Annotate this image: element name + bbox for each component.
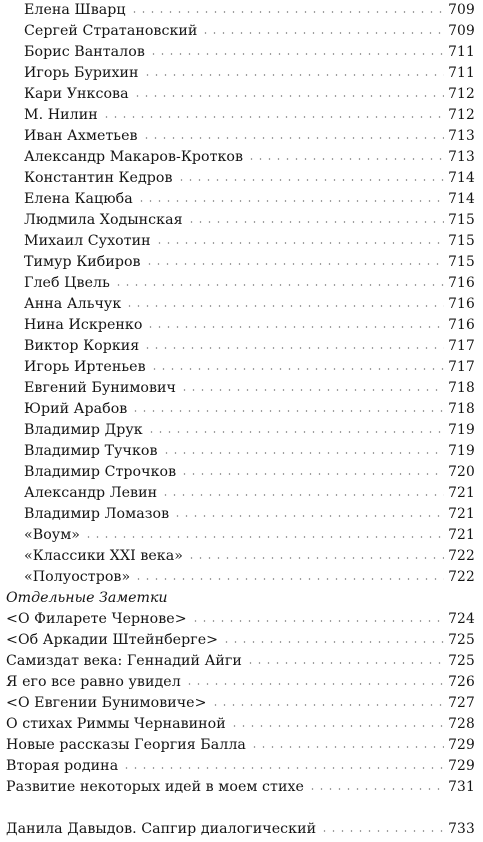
- toc-entry-page: 716: [448, 296, 475, 312]
- toc-entry[interactable]: [24, 567, 475, 588]
- toc-entry-page: 714: [448, 170, 475, 186]
- toc-entry-page: 709: [448, 23, 475, 39]
- toc-entry-page: 727: [448, 695, 475, 711]
- dot-leader: [177, 172, 445, 182]
- toc-entry-title: Вторая родина: [6, 758, 119, 774]
- toc-entry-title: Нина Искренко: [24, 317, 143, 333]
- toc-entry[interactable]: [24, 0, 475, 21]
- toc-entry-page: 725: [448, 632, 475, 648]
- section-heading: Отдельные Заметки: [6, 590, 168, 606]
- dot-leader: [191, 613, 444, 623]
- toc-entry-page: 715: [448, 233, 475, 249]
- dot-leader: [201, 25, 444, 35]
- toc-entry[interactable]: [24, 126, 475, 147]
- toc-entry-page: 713: [448, 149, 475, 165]
- dot-leader: [180, 466, 444, 476]
- toc-entry[interactable]: [24, 210, 475, 231]
- dot-leader: [84, 529, 444, 539]
- toc-entry-title: Самиздат века: Геннадий Айги: [6, 653, 242, 669]
- toc-entry-title: Иван Ахметьев: [24, 128, 138, 144]
- toc-entry-title: Александр Левин: [24, 485, 158, 501]
- toc-entry[interactable]: [24, 462, 475, 483]
- toc-entry[interactable]: [6, 693, 475, 714]
- toc-entry[interactable]: [6, 735, 475, 756]
- toc-entry[interactable]: [24, 546, 475, 567]
- toc-entry-page: 721: [448, 506, 475, 522]
- toc-entry-page: 721: [448, 527, 475, 543]
- toc-entry-title: Михаил Сухотин: [24, 233, 151, 249]
- toc-entry-page: 711: [448, 44, 475, 60]
- toc-entry[interactable]: [24, 189, 475, 210]
- toc-entry-title: Юрий Арабов: [24, 401, 128, 417]
- toc-entry[interactable]: [24, 42, 475, 63]
- dot-leader: [142, 130, 444, 140]
- toc-entry[interactable]: [24, 336, 475, 357]
- toc-entry-title: Анна Альчук: [24, 296, 122, 312]
- toc-entry[interactable]: [6, 672, 475, 693]
- toc-entry-page: 719: [448, 443, 475, 459]
- toc-entry[interactable]: [24, 294, 475, 315]
- toc-entry[interactable]: [24, 504, 475, 525]
- toc-entry-title: Владимир Тучков: [24, 443, 158, 459]
- toc-entry-title: Александр Макаров-Кротков: [24, 149, 244, 165]
- dot-leader: [180, 382, 444, 392]
- dot-leader: [102, 109, 444, 119]
- toc-entry-page: 731: [448, 779, 475, 795]
- toc-entry-title: Новые рассказы Георгия Балла: [6, 737, 246, 753]
- toc-entry-page: 733: [448, 821, 475, 837]
- toc-entry-page: 715: [448, 254, 475, 270]
- dot-leader: [145, 256, 444, 266]
- toc-entry-page: 722: [448, 548, 475, 564]
- toc-entry-page: 719: [448, 422, 475, 438]
- toc-entry-title: Владимир Строчков: [24, 464, 177, 480]
- toc-entry[interactable]: [24, 525, 475, 546]
- toc-entry-title: Данила Давыдов. Сапгир диалогический: [6, 821, 317, 837]
- toc-entry-page: 713: [448, 128, 475, 144]
- toc-entry[interactable]: [24, 399, 475, 420]
- toc-entry-page: 724: [448, 611, 475, 627]
- toc-entry-title: Людмила Ходынская: [24, 212, 183, 228]
- toc-entry[interactable]: [24, 315, 475, 336]
- dot-leader: [134, 571, 444, 581]
- toc-entry[interactable]: [6, 630, 475, 651]
- toc-entry-title: Владимир Ломазов: [24, 506, 170, 522]
- toc-entry-page: 718: [448, 401, 475, 417]
- toc-entry[interactable]: [24, 105, 475, 126]
- dot-leader: [130, 4, 444, 14]
- toc-entry-page: 728: [448, 716, 475, 732]
- toc-entry-title: Глеб Цвель: [24, 275, 110, 291]
- toc-entry-page: 709: [448, 2, 475, 18]
- toc-entry-page: 718: [448, 380, 475, 396]
- dot-leader: [131, 403, 444, 413]
- dot-leader: [308, 781, 444, 791]
- toc-entry[interactable]: [6, 609, 475, 630]
- toc-entry-page: 714: [448, 191, 475, 207]
- toc-entry[interactable]: [6, 756, 475, 777]
- toc-entry-title: Виктор Коркия: [24, 338, 140, 354]
- toc-entry-page: 720: [448, 464, 475, 480]
- toc-entry[interactable]: [24, 252, 475, 273]
- toc-entry-final[interactable]: [6, 819, 475, 840]
- toc-entry[interactable]: [24, 357, 475, 378]
- toc-entry-title: Елена Кацюба: [24, 191, 133, 207]
- dot-leader: [173, 508, 444, 518]
- dot-leader: [250, 739, 444, 749]
- toc-entry-title: Я его все равно увидел: [6, 674, 181, 690]
- toc-entry-title: «Воум»: [24, 527, 81, 543]
- toc-entry-title: Игорь Иртеньев: [24, 359, 146, 375]
- dot-leader: [125, 298, 444, 308]
- dot-leader: [155, 235, 444, 245]
- toc-entry-title: <Об Аркадии Штейнберге>: [6, 632, 219, 648]
- dot-leader: [161, 487, 444, 497]
- toc-entry-page: 717: [448, 359, 475, 375]
- toc-entry-page: 716: [448, 275, 475, 291]
- toc-entry-page: 717: [448, 338, 475, 354]
- toc-entry-page: 729: [448, 737, 475, 753]
- dot-leader: [146, 319, 444, 329]
- dot-leader: [211, 697, 445, 707]
- toc-entry[interactable]: [24, 63, 475, 84]
- toc-entry-title: Владимир Друк: [24, 422, 143, 438]
- toc-entry-title: Игорь Бурихин: [24, 65, 139, 81]
- toc-entry[interactable]: [6, 651, 475, 672]
- toc-entry-page: 716: [448, 317, 475, 333]
- toc-entry-page: 721: [448, 485, 475, 501]
- toc-entry-page: 726: [448, 674, 475, 690]
- toc-entry-page: 722: [448, 569, 475, 585]
- toc-entry-title: Елена Шварц: [24, 2, 126, 18]
- toc-entry-page: 725: [448, 653, 475, 669]
- dot-leader: [162, 445, 445, 455]
- toc-entry-title: «Классики XXI века»: [24, 548, 183, 564]
- toc-entry-title: Развитие некоторых идей в моем стихе: [6, 779, 304, 795]
- dot-leader: [187, 214, 444, 224]
- toc-entry[interactable]: [24, 21, 475, 42]
- dot-leader: [143, 340, 444, 350]
- dot-leader: [222, 634, 444, 644]
- toc-entry-title: <О Евгении Бунимовиче>: [6, 695, 207, 711]
- toc-entry-title: Тимур Кибиров: [24, 254, 141, 270]
- dot-leader: [187, 550, 444, 560]
- toc-entry-title: «Полуостров»: [24, 569, 131, 585]
- toc-entry-title: Борис Ванталов: [24, 44, 145, 60]
- dot-leader: [320, 823, 444, 833]
- dot-leader: [230, 718, 444, 728]
- toc-entry[interactable]: [6, 777, 475, 798]
- toc-entry[interactable]: [24, 378, 475, 399]
- toc-entry-title: О стихах Риммы Чернавиной: [6, 716, 226, 732]
- toc-entry[interactable]: [24, 147, 475, 168]
- toc-entry-page: 711: [448, 65, 475, 81]
- dot-leader: [114, 277, 444, 287]
- toc-entry[interactable]: [24, 231, 475, 252]
- toc-entry-title: <О Филарете Чернове>: [6, 611, 187, 627]
- dot-leader: [147, 424, 444, 434]
- toc-entry-title: Сергей Стратановский: [24, 23, 198, 39]
- dot-leader: [150, 361, 444, 371]
- toc-entry-title: М. Нилин: [24, 107, 98, 123]
- toc-entry[interactable]: [24, 483, 475, 504]
- toc-entry-page: 712: [448, 107, 475, 123]
- toc-entry[interactable]: [24, 441, 475, 462]
- toc-entry-page: 715: [448, 212, 475, 228]
- toc-entry[interactable]: [24, 420, 475, 441]
- toc-entry-title: Кари Унксова: [24, 86, 129, 102]
- toc-entry[interactable]: [24, 84, 475, 105]
- dot-leader: [246, 655, 444, 665]
- toc-entry-title: Евгений Бунимович: [24, 380, 176, 396]
- dot-leader: [143, 67, 445, 77]
- dot-leader: [137, 193, 444, 203]
- toc-entry-page: 712: [448, 86, 475, 102]
- toc-entry[interactable]: [24, 273, 475, 294]
- toc-entry[interactable]: [24, 168, 475, 189]
- dot-leader: [247, 151, 444, 161]
- dot-leader: [149, 46, 444, 56]
- dot-leader: [122, 760, 444, 770]
- toc-entry-page: 729: [448, 758, 475, 774]
- toc-entry-title: Константин Кедров: [24, 170, 173, 186]
- toc-entry[interactable]: [6, 714, 475, 735]
- dot-leader: [133, 88, 444, 98]
- dot-leader: [185, 676, 444, 686]
